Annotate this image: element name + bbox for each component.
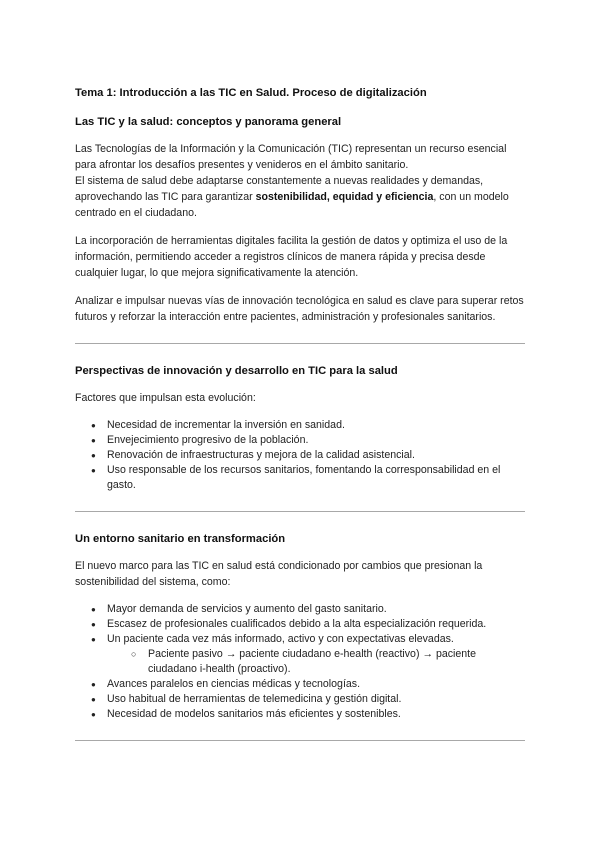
list-item: ● Envejecimiento progresivo de la población. <box>91 433 525 448</box>
paragraph-nuevo-marco: El nuevo marco para las TIC en salud está condicionado por cambios que presionan la sostenibilidad del sistema, como: <box>75 560 483 588</box>
list-item: ● Avances paralelos en ciencias médicas y tecnologías. <box>91 677 525 692</box>
sub-list <box>107 647 525 677</box>
section-heading-perspectivas: Perspectivas de innovación y desarrollo en TIC para la salud <box>75 365 398 377</box>
factors-list <box>75 418 525 493</box>
paragraph-factores: Factores que impulsan esta evolución: <box>75 392 256 404</box>
changes-list <box>75 602 525 722</box>
list-item: ● Mayor demanda de servicios y aumento del gasto sanitario. <box>91 602 525 617</box>
list-item: ● Necesidad de modelos sanitarios más eficientes y sostenibles. <box>91 707 525 722</box>
document-title: Tema 1: Introducción a las TIC en Salud. Proceso de digitalización <box>75 87 427 99</box>
document-page <box>75 86 525 761</box>
list-item: ● Escasez de profesionales cualificados debido a la alta especialización requerida. <box>91 617 525 632</box>
section-divider <box>75 511 525 512</box>
paragraph-intro-line1: Las Tecnologías de la Información y la Comunicación (TIC) representan un recurso esencial para afrontar los desafíos presentes y venideros en el ámbito sanitario. <box>75 143 507 171</box>
sub-list-item: ○ Paciente pasivo → paciente ciudadano e-health (reactivo) → paciente ciudadano i-health (proactivo). <box>131 647 525 677</box>
paragraph-intro <box>75 141 525 221</box>
section-divider <box>75 343 525 344</box>
section-heading-entorno: Un entorno sanitario en transformación <box>75 533 286 545</box>
paragraph-innovation: Analizar e impulsar nuevas vías de innovación tecnológica en salud es clave para superar retos futuros y reforzar la interacción entre pacientes, administración y profesionales sanitarios. <box>75 295 524 323</box>
paragraph-intro-line2-pre: El sistema de salud debe adaptarse constantemente a nuevas realidades y demandas, aprovechando las TIC para garantizar <box>75 175 484 203</box>
list-item: ● Uso responsable de los recursos sanitarios, fomentando la corresponsabilidad en el gasto. <box>91 463 525 493</box>
list-item-text: Un paciente cada vez más informado, activo y con expectativas elevadas. <box>107 633 454 645</box>
paragraph-digital-tools: La incorporación de herramientas digitales facilita la gestión de datos y optimiza el uso de la información, permitiendo acceder a registros clínicos de manera rápida y precisa desde cualquier lugar, lo que mejora significativamente la atención. <box>75 235 508 279</box>
paragraph-intro-line2-post: , con un modelo centrado en el ciudadano. <box>75 191 509 219</box>
list-item: ● Necesidad de incrementar la inversión en sanidad. <box>91 418 525 433</box>
section-divider <box>75 740 525 741</box>
list-item: ● Uso habitual de herramientas de telemedicina y gestión digital. <box>91 692 525 707</box>
list-item: ● Renovación de infraestructuras y mejora de la calidad asistencial. <box>91 448 525 463</box>
paragraph-intro-bold: sostenibilidad, equidad y eficiencia <box>255 191 434 203</box>
section-heading-tic-salud: Las TIC y la salud: conceptos y panorama general <box>75 116 342 128</box>
list-item <box>91 632 525 677</box>
